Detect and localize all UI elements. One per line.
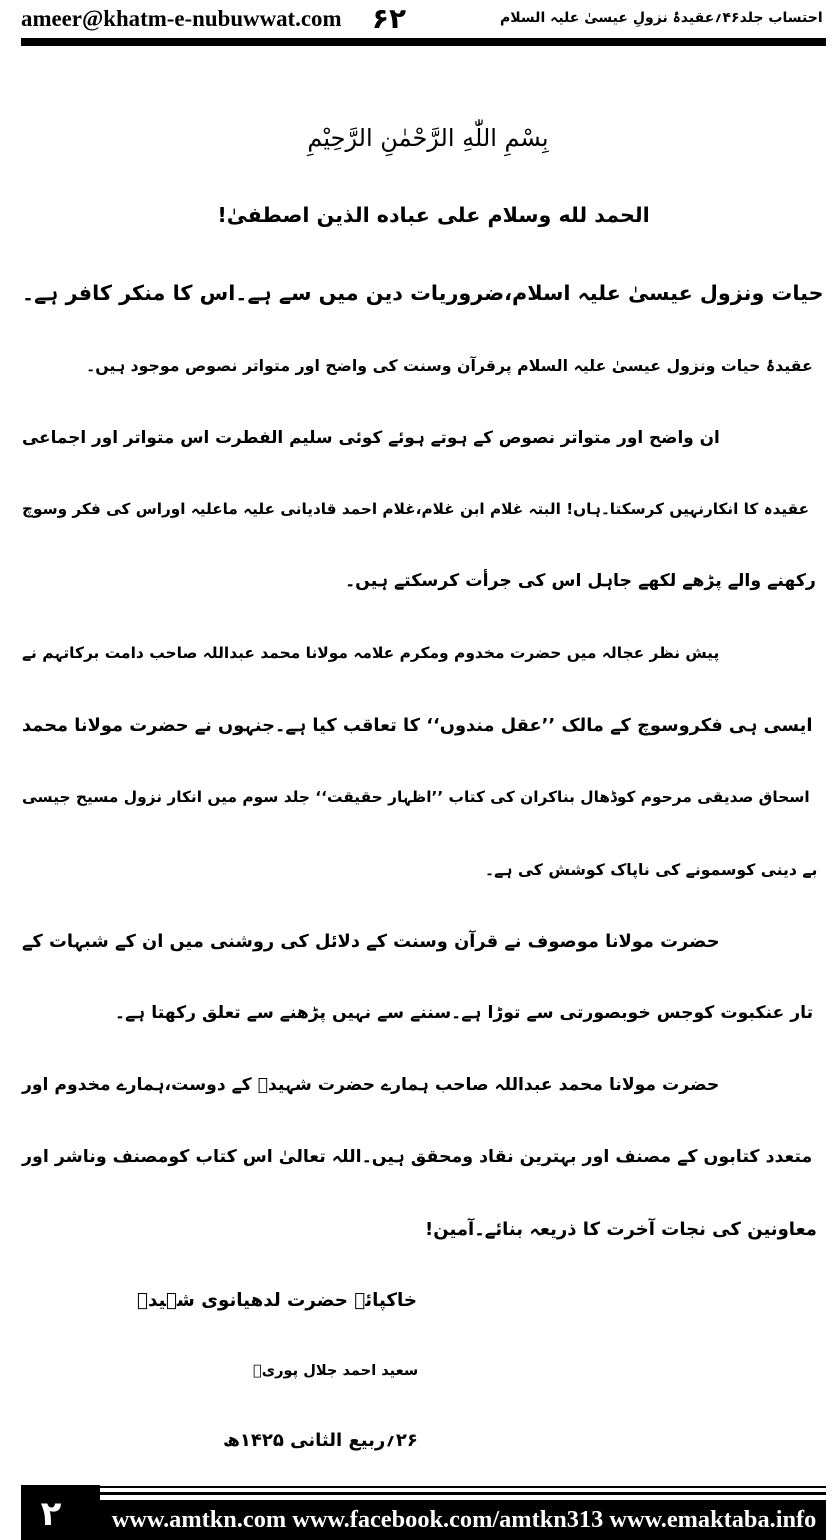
hamd-heading [215, 190, 652, 240]
paragraph-line [22, 623, 727, 683]
header-page-number [369, 0, 409, 36]
paragraph-line-text: معاونین کی نجات آخرت کا ذریعہ بنائے۔آمین! [425, 1218, 817, 1240]
header-page-number-text: ۶۲ [371, 1, 407, 35]
paragraph-line-text: حضرت مولانا محمد عبداللہ صاحب ہمارے حضرت شہیدؒ کے دوست،ہمارے مخدوم اور [22, 1075, 720, 1095]
paragraph-line-text: حضرت مولانا موصوف نے قرآن وسنت کے دلائل کی روشنی میں ان کے شبہات کے [22, 930, 720, 952]
paragraph-line [115, 983, 821, 1043]
paragraph-line-text: اسحاق صدیقی مرحوم کوڈھال بناکران کی کتاب ’’اظہار حقیقت‘‘ جلد سوم میں انکار نزول مسیح جیسی [22, 788, 810, 806]
signature-date-text: ۲۶؍ربیع الثانی ۱۴۲۵ھ [223, 1429, 418, 1451]
paragraph-line [345, 551, 821, 611]
signature-name [253, 1340, 420, 1400]
bismillah-text: بِسْمِ اللّٰهِ الرَّحْمٰنِ الرَّحِيْمِ [307, 124, 549, 152]
paragraph-line-text: رکھنے والے پڑھے لکھے جاہل اس کی جرأت کرسکتے ہیں۔ [345, 571, 816, 591]
paragraph-line [485, 839, 821, 899]
header-rule [21, 38, 826, 46]
signature-text: خاکپائے حضرت لدھیانوی شہیدؒ [137, 1289, 418, 1311]
footer-page-number [21, 1488, 81, 1540]
paragraph-line-text: بے دینی کوسمونے کی ناپاک کوشش کی ہے۔ [485, 859, 818, 879]
footer-page-number-text: ۲ [40, 1494, 62, 1534]
paragraph-line [22, 695, 821, 755]
paragraph-line [22, 911, 727, 971]
paragraph-line-text: متعدد کتابوں کے مصنف اور بہترین نقاد ومحقق ہیں۔اللہ تعالیٰ اس کتاب کومصنف وناشر اور [22, 1147, 813, 1167]
paragraph-line [22, 407, 727, 467]
header-email [21, 2, 345, 36]
signature-name-text: سعید احمد جلال پوریؒ [253, 1361, 419, 1379]
paragraph-line-text: ایسی ہی فکروسوچ کے مالک ’’عقل مندوں‘‘ کا تعاقب کیا ہے۔جنہوں نے حضرت مولانا محمد [22, 714, 813, 736]
paragraph-line [22, 1127, 821, 1187]
paragraph-line-text: حیات ونزول عیسیٰ علیہ اسلام،ضروریات دین میں سے ہے۔اس کا منکر کافر ہے۔ [22, 281, 824, 305]
paragraph-line [22, 1055, 727, 1115]
paragraph-line-text: عقیدہ کا انکارنہیں کرسکتا۔ہاں! البتہ غلام ابن غلام،غلام احمد قادیانی علیہ ماعلیہ اوراس کی فکر وسوچ [22, 500, 810, 518]
footer-rule [100, 1492, 826, 1495]
running-title [500, 0, 826, 36]
paragraph-line-text: عقیدۂ حیات ونزول عیسیٰ علیہ السلام پرقرآن وسنت کی واضح اور متواتر نصوص موجود ہیں۔ [86, 355, 813, 375]
paragraph-line [22, 263, 832, 323]
hamd-text: الحمد لله وسلام علی عباده الذین اصطفیٰ! [217, 203, 650, 227]
paragraph-line [425, 1199, 821, 1259]
paragraph-line-text: تار عنکبوت کوجس خوبصورتی سے توڑا ہے۔سننے سے نہیں پڑھنے سے تعلق رکھتا ہے۔ [115, 1003, 814, 1023]
signature-line [137, 1270, 420, 1330]
signature-date [223, 1410, 420, 1470]
running-title-text: احتساب جلد۴۶؍عقیدۂ نزولِ عیسیٰ علیہ السلام [500, 10, 823, 26]
paragraph-line [22, 479, 818, 539]
footer-rule [100, 1486, 826, 1488]
footer-urls-text[interactable]: www.amtkn.com www.facebook.com/amtkn313 www.emaktaba.info [111, 1506, 817, 1533]
header-email-text: ameer@khatm-e-nubuwwat.com [21, 6, 342, 31]
paragraph-line [86, 335, 821, 395]
bismillah [280, 118, 576, 158]
footer-urls [108, 1500, 820, 1540]
paragraph-line-text: پیش نظر عجالہ میں حضرت مخدوم ومکرم علامہ مولانا محمد عبداللہ صاحب دامت برکاتہم نے [22, 644, 720, 662]
paragraph-line-text: ان واضح اور متواتر نصوص کے ہوتے ہوئے کوئی سلیم الفطرت اس متواتر اور اجماعی [22, 427, 720, 447]
paragraph-line [22, 767, 818, 827]
